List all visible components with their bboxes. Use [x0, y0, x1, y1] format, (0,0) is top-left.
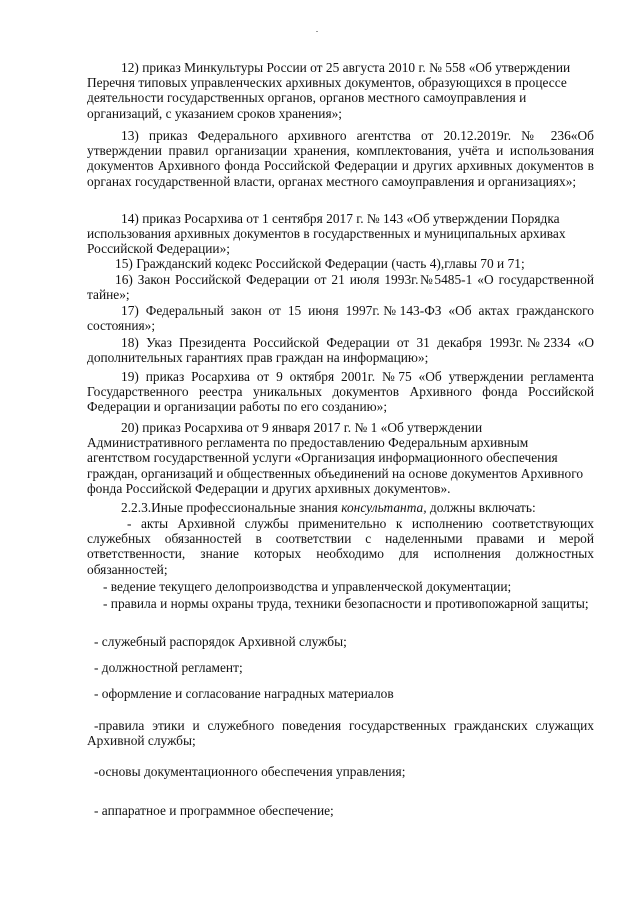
- bullet-item-8: -основы документационного обеспечения управления;: [94, 764, 406, 779]
- bullet-item-5: - должностной регламент;: [94, 660, 243, 675]
- list-item-18: 18) Указ Президента Российской Федерации от 31 декабря 1993г.№2334 «О дополнительных гарантиях прав граждан на информацию»;: [87, 335, 594, 366]
- bullet-item-3: - правила и нормы охраны труда, техники безопасности и противопожарной защиты;: [103, 596, 589, 611]
- bullet-item-9: - аппаратное и программное обеспечение;: [94, 803, 334, 818]
- scan-mark: [316, 31, 318, 32]
- list-item-12: 12) приказ Минкультуры России от 25 августа 2010 г. № 558 «Об утверждении Перечня типовых управленческих архивных документов, образующихся в процессе деятельности государственных органов, органов местного самоуправления и организаций, с указанием сроков хранения»;: [87, 60, 571, 121]
- section-heading: [87, 500, 594, 515]
- list-item-19: 19) приказ Росархива от 9 октября 2001г. №75 «Об утверждении регламента Государственного реестра уникальных документов Архивного фонда Российской Федерации и организации работы по его созданию»;: [87, 369, 594, 415]
- bullet-item-7: -правила этики и служебного поведения государственных гражданских служащих Архивной службы;: [87, 718, 594, 749]
- list-item-17: 17) Федеральный закон от 15 июня 1997г.№143-ФЗ «Об актах гражданского состояния»;: [87, 303, 594, 334]
- list-item-14: 14) приказ Росархива от 1 сентября 2017 г. № 143 «Об утверждении Порядка использования архивных документов в государственных и муниципальных архивах Российской Федерации»;: [87, 211, 566, 257]
- bullet-item-2: - ведение текущего делопроизводства и управленческой документации;: [103, 579, 512, 594]
- list-item-20: 20) приказ Росархива от 9 января 2017 г. № 1 «Об утверждении Административного регламента по предоставлению Федеральным архивным агентством государственной услуги «Организация информационного обеспечения граждан, организаций и общественных объединений на основе документов Архивного фонда Российской Федерации и других архивных документов».: [87, 420, 584, 496]
- bullet-item-6: - оформление и согласование наградных материалов: [94, 686, 394, 701]
- list-item-13: 13) приказ Федерального архивного агентства от 20.12.2019г. № 236«Об утверждении правил организации хранения, комплектования, учёта и использования документов Архивного фонда Российской Федерации и других архивных документов в органах государственной власти, органах местного самоуправления и организациях»;: [87, 128, 594, 189]
- list-item-15: 15) Гражданский кодекс Российской Федерации (часть 4),главы 70 и 71;: [115, 256, 525, 271]
- section-heading-role: консультанта,: [341, 500, 427, 515]
- section-heading-start: 2.2.3.Иные профессиональные знания: [121, 500, 342, 515]
- bullet-item-1: - акты Архивной службы применительно к исполнению соответствующих служебных обязанностей в соответствии с наделенными правами и мерой ответственности, знание которых необходимо для исполнения должностных обязанностей;: [87, 516, 594, 577]
- bullet-item-4: - служебный распорядок Архивной службы;: [94, 634, 347, 649]
- section-heading-end: должны включать:: [426, 500, 536, 515]
- list-item-16: 16) Закон Российской Федерации от 21 июля 1993г.№5485-1 «О государственной тайне»;: [87, 272, 594, 303]
